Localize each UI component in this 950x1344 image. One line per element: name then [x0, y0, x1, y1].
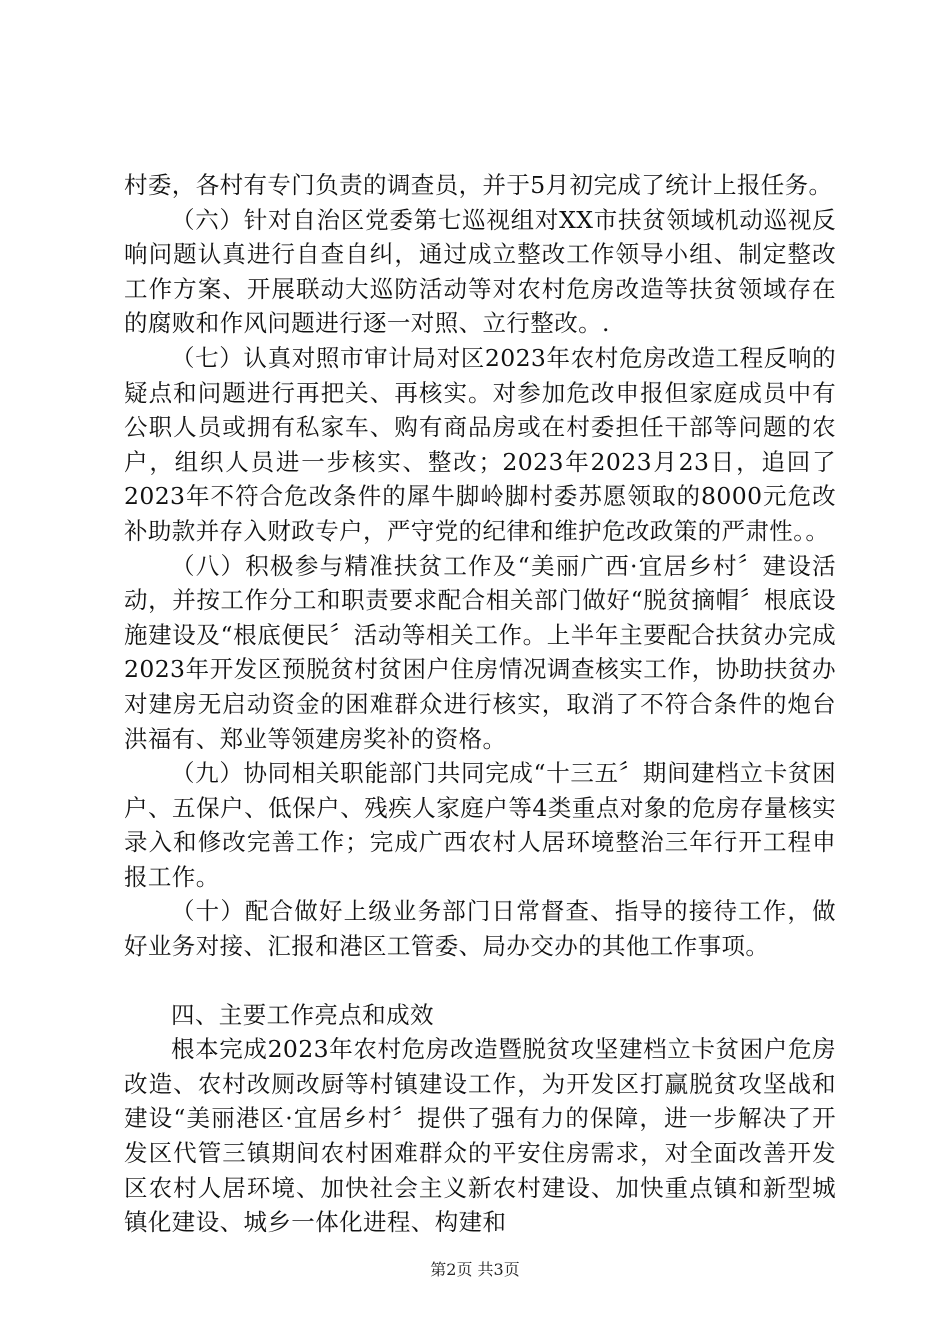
continued-paragraph: 村委，各村有专门负责的调查员，并于5月初完成了统计上报任务。 [124, 171, 833, 199]
item-8-paragraph: （八）积极参与精准扶贫工作及“美丽广西·宜居乡村〞建设活动，并按工作分工和职责要求配合相关部门做好“脱贫摘帽〞根底设施建设及“根底便民〞活动等相关工作。上半年主要配合扶贫办完成2023年开发区预脱贫村贫困户住房情况调查核实工作，协助扶贫办对建房无启动资金的困难群众进行核实，取消了不符合条件的炮台洪福有、郑业等领建房奖补的资格。 [124, 551, 836, 753]
document-body [124, 168, 836, 1240]
item-9-paragraph: （九）协同相关职能部门共同完成“十三五〞期间建档立卡贫困户、五保户、低保户、残疾人家庭户等4类重点对象的危房存量核实录入和修改完善工作；完成广西农村人居环境整治三年行开工程申报工作。 [124, 759, 836, 891]
section-paragraph: 根本完成2023年农村危房改造暨脱贫攻坚建档立卡贫困户危房改造、农村改厕改厨等村镇建设工作，为开发区打赢脱贫攻坚战和建设“美丽港区·宜居乡村〞提供了强有力的保障，进一步解决了开发区代管三镇期间农村困难群众的平安住房需求，对全面改善开发区农村人居环境、加快社会主义新农村建设、加快重点镇和新型城镇化建设、城乡一体化进程、构建和 [124, 1035, 836, 1237]
item-7-paragraph: （七）认真对照市审计局对区2023年农村危房改造工程反响的疑点和问题进行再把关、再核实。对参加危改申报但家庭成员中有公职人员或拥有私家车、购有商品房或在村委担任干部等问题的农户，组织人员进一步核实、整改；2023年2023月23日，追回了2023年不符合危改条件的犀牛脚岭脚村委苏愿领取的8000元危改补助款并存入财政专户，严守党的纪律和维护危改政策的严肃性。。 [124, 343, 836, 545]
item-10-paragraph: （十）配合做好上级业务部门日常督查、指导的接待工作，做好业务对接、汇报和港区工管委、局办交办的其他工作事项。 [124, 897, 836, 961]
section-heading: 四、主要工作亮点和成效 [171, 1000, 434, 1029]
item-6-paragraph: （六）针对自治区党委第七巡视组对XX市扶贫领域机动巡视反响问题认真进行自查自纠，通过成立整改工作领导小组、制定整改工作方案、开展联动大巡防活动等对农村危房改造等扶贫领域存在的腐败和作风问题进行逐一对照、立行整改。. [124, 205, 836, 338]
page-number: 第2页 共3页 [430, 1260, 520, 1279]
